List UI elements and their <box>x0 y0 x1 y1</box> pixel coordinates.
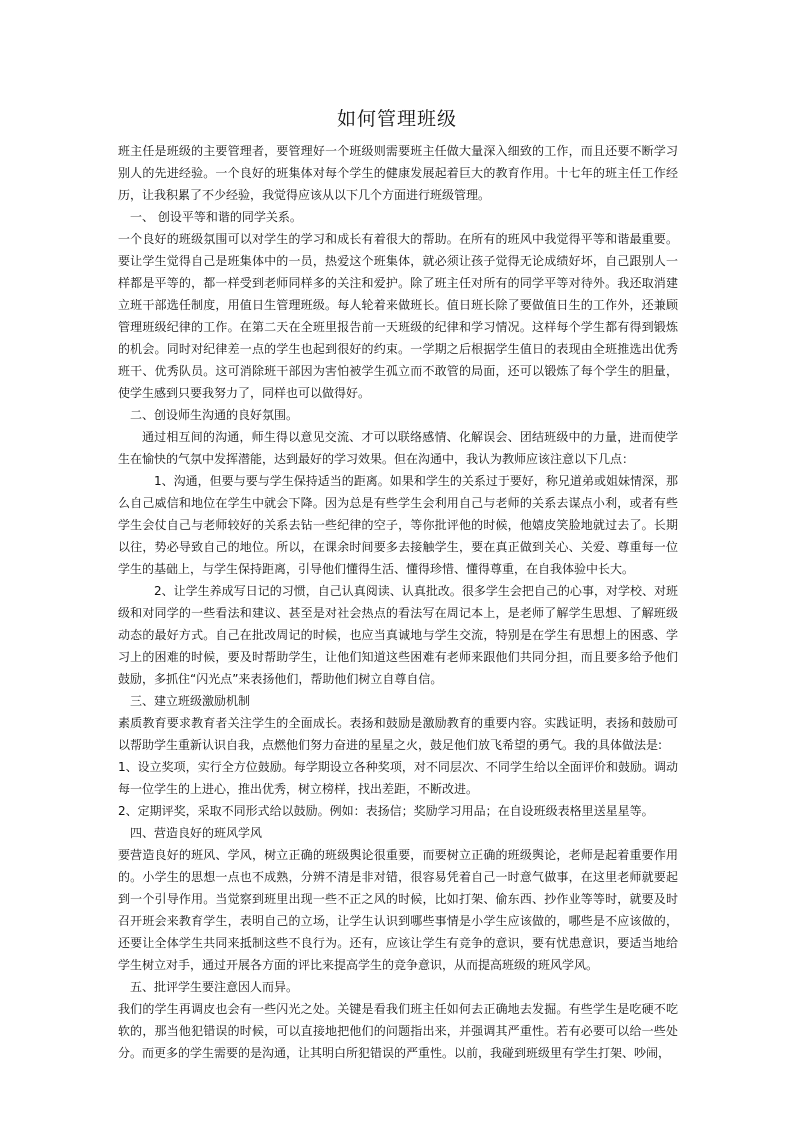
heading-section-2: 二、创设师生沟通的良好氛围。 <box>130 408 299 422</box>
paragraph-section-1: 一个良好的班级氛围可以对学生的学习和成长有着很大的帮助。在所有的班风中我觉得平等和谐最重要。要让学生觉得自己是班集体中的一员，热爱这个班集体，就必须让孩子觉得无论成绩好坏，自己跟别人一样都是平等的，都一样受到老师同样多的关注和爱护。除了班主任对所有的同学平等对待外。我还取消建立班干部选任制度，用值日生管理班级。每人轮着来做班长。值日班长除了要做值日生的工作外，还兼顾管理班级纪律的工作。在第二天在全班里报告前一天班级的纪律和学习情况。这样每个学生都有得到锻炼的机会。同时对纪律差一点的学生也起到很好的约束。一学期之后根据学生值日的表现由全班推选出优秀班干、优秀队员。这可消除班干部因为害怕被学生孤立而不敢管的局面，还可以锻炼了每个学生的胆量，使学生感到只要我努力了，同样也可以做得好。 <box>118 232 678 400</box>
heading-section-5: 五、批评学生要注意因人而异。 <box>130 980 299 994</box>
document-title: 如何管理班级 <box>336 108 457 130</box>
paragraph-section-4: 要营造良好的班风、学风，树立正确的班级舆论很重要，而要树立正确的班级舆论，老师是起着重要作用的。小学生的思想一点也不成熟，分辨不清是非对错，很容易凭着自己一时意气做事，在这里老师就要起到一个引导作用。当觉察到班里出现一些不正之风的时候，比如打架、偷东西、抄作业等等时，就要及时召开班会来教育学生，表明自己的立场，让学生认识到哪些事情是小学生应该做的，哪些是不应该做的，还要让全体学生共同来抵制这些不良行为。还有，应该让学生有竞争的意识，要有忧患意识，要适当地给学生树立对手，通过开展各方面的评比来提高学生的竞争意识，从而提高班级的班风学风。 <box>118 848 678 972</box>
paragraph-section-2-point-1: 1、沟通，但要与要与学生保持适当的距离。如果和学生的关系过于要好，称兄道弟或姐妹情深，那么自己威信和地位在学生中就会下降。因为总是有些学生会利用自己与老师的关系去谋点小利，或者有些学生会仗自己与老师较好的关系去钻一些纪律的空子，等你批评他的时候，他嬉皮笑脸地就过去了。长期以往，势必导致自己的地位。所以，在课余时间要多去接触学生，要在真正做到关心、关爱、尊重每一位学生的基础上，与学生保持距离，引导他们懂得生活、懂得珍惜、懂得尊重，在自我体验中长大。 <box>118 474 678 576</box>
document-body <box>118 140 678 1064</box>
paragraph-section-3-point-1: 1、设立奖项，实行全方位鼓励。每学期设立各种奖项，对不同层次、不同学生给以全面评价和鼓励。调动每一位学生的上进心，推出优秀，树立榜样，找出差距，不断改进。 <box>118 760 678 796</box>
paragraph-intro: 班主任是班级的主要管理者，要管理好一个班级则需要班主任做大量深入细致的工作，而且还要不断学习别人的先进经验。一个良好的班集体对每个学生的健康发展起着巨大的教育作用。十七年的班主任工作经历，让我积累了不少经验，我觉得应该从以下几个方面进行班级管理。 <box>118 144 678 202</box>
heading-section-3: 三、建立班级激励机制 <box>130 694 251 708</box>
paragraph-section-3: 素质教育要求教育者关注学生的全面成长。表扬和鼓励是激励教育的重要内容。实践证明，表扬和鼓励可以帮助学生重新认识自我，点燃他们努力奋进的星星之火，鼓足他们放飞希望的勇气。我的具体做法是: <box>118 716 678 752</box>
paragraph-section-2-point-2: 2、让学生养成写日记的习惯，自己认真阅读、认真批改。很多学生会把自己的心事，对学校、对班级和对同学的一些看法和建议、甚至是对社会热点的看法写在周记本上，是老师了解学生思想、了解班级动态的最好方式。自己在批改周记的时候，也应当真诚地与学生交流，特别是在学生有思想上的困惑、学习上的困难的时候，要及时帮助学生，让他们知道这些困难有老师来跟他们共同分担，而且要多给予他们鼓励，多抓住“闪光点”来表扬他们，帮助他们树立自尊自信。 <box>118 584 678 686</box>
paragraph-section-2: 通过相互间的沟通，师生得以意见交流、才可以联络感情、化解误会、团结班级中的力量，进而使学生在愉快的气氛中发挥潜能，达到最好的学习效果。但在沟通中，我认为教师应该注意以下几点： <box>118 430 678 466</box>
paragraph-section-5: 我们的学生再调皮也会有一些闪光之处。关键是看我们班主任如何去正确地去发掘。有些学生是吃硬不吃软的，那当他犯错误的时候，可以直接地把他们的问题指出来，并强调其严重性。若有必要可以给一些处分。而更多的学生需要的是沟通，让其明白所犯错误的严重性。以前，我碰到班级里有学生打架、吵闹， <box>118 1002 678 1060</box>
paragraph-section-3-point-2: 2、定期评奖，采取不同形式给以鼓励。例如：表扬信；奖励学习用品；在自设班级表格里送星星等。 <box>118 804 654 818</box>
heading-section-4: 四、营造良好的班风学风 <box>130 826 263 840</box>
heading-section-1: 一、 创设平等和谐的同学关系。 <box>130 210 302 224</box>
